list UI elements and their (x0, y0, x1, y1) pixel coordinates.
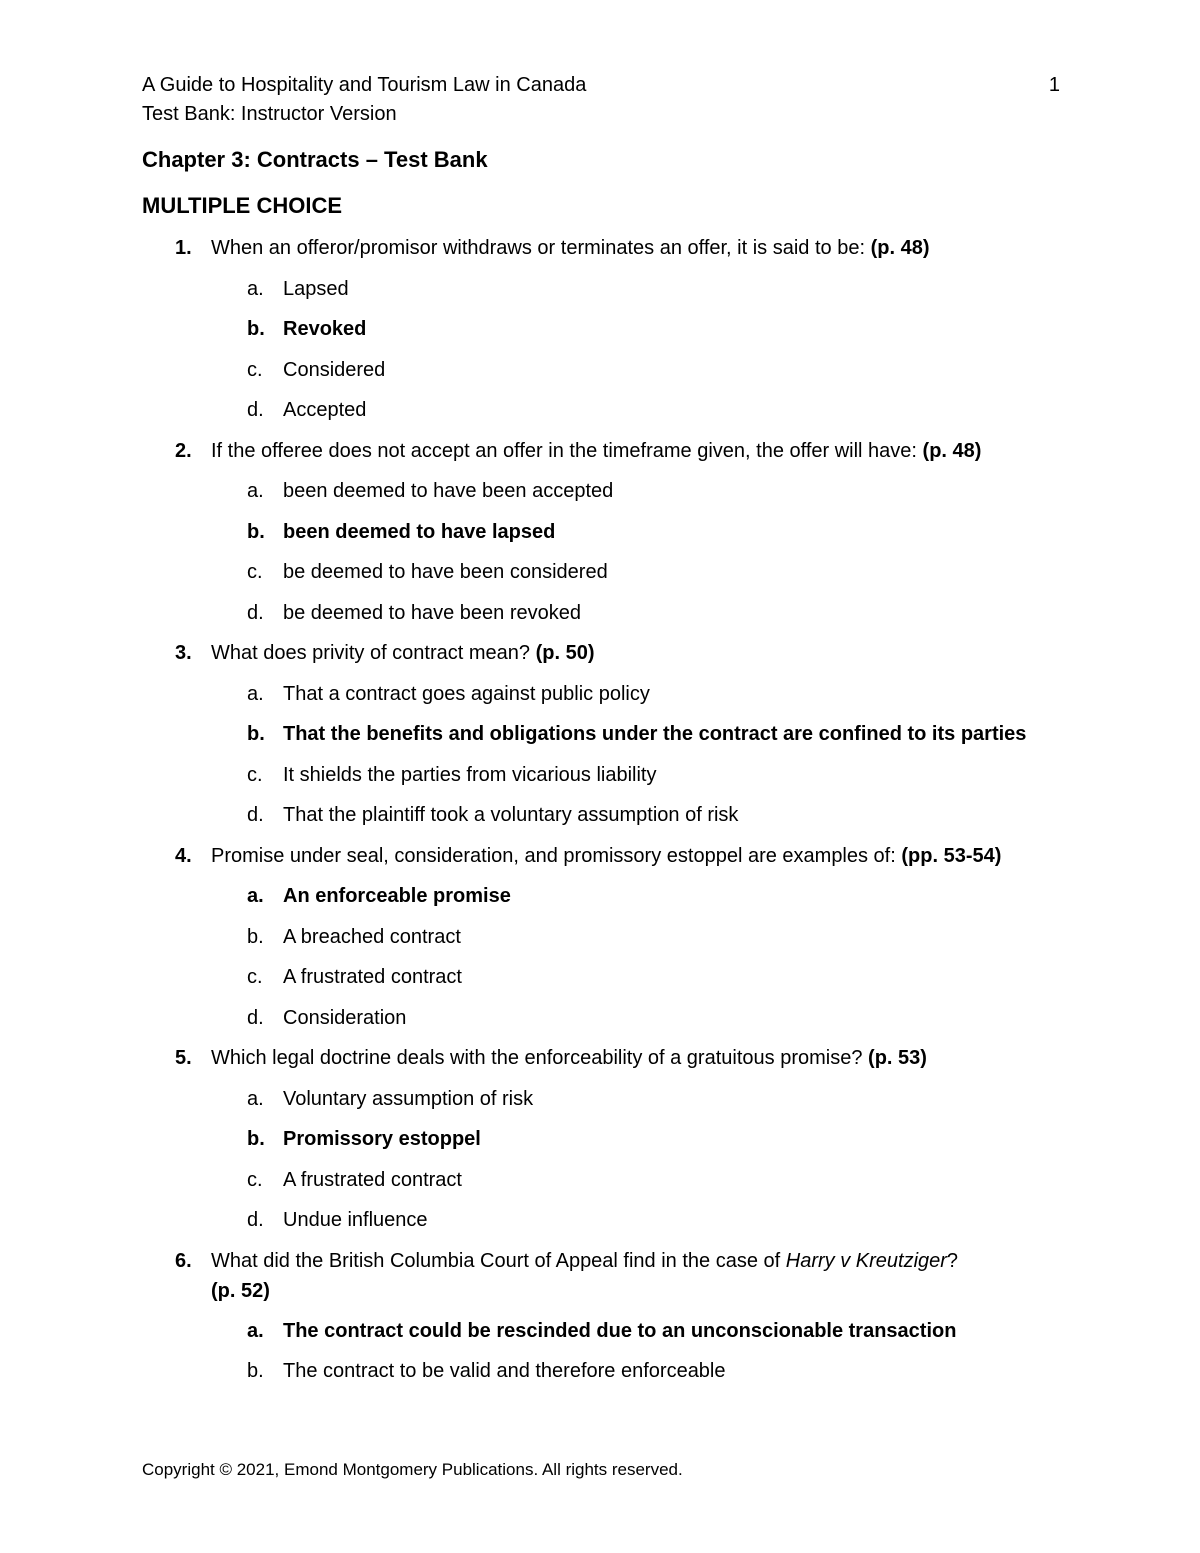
question-number: 3. (175, 642, 192, 664)
option-letter: d. (247, 804, 264, 826)
option-d (0, 1003, 1200, 1044)
option-c (0, 962, 1200, 1003)
option-b (0, 1356, 1200, 1397)
option-c (0, 355, 1200, 396)
question-stem: What did the British Columbia Court of Appeal find in the case of (211, 1249, 781, 1272)
question-text (211, 1043, 1061, 1073)
option-text: been deemed to have lapsed (283, 520, 556, 543)
question-2 (0, 436, 1200, 639)
header-book-title: A Guide to Hospitality and Tourism Law in Canada (142, 74, 587, 96)
option-c (0, 760, 1200, 801)
option-c (0, 557, 1200, 598)
case-name: Harry v Kreutziger (785, 1249, 947, 1272)
question-5 (0, 1043, 1200, 1246)
option-text: The contract could be rescinded due to an unconscionable transaction (283, 1319, 957, 1342)
question-text (211, 1246, 1061, 1276)
page-reference: (pp. 53-54) (901, 844, 1002, 867)
question-number: 1. (175, 237, 192, 259)
option-letter: d. (247, 601, 264, 624)
question-stem: Which legal doctrine deals with the enforceability of a gratuitous promise? (211, 1047, 863, 1069)
option-letter: b. (247, 925, 264, 948)
question-text (211, 638, 1061, 668)
option-a (0, 476, 1200, 517)
question-1 (0, 233, 1200, 436)
option-text: That the benefits and obligations under the contract are confined to its parties (283, 723, 1027, 745)
question-list (0, 233, 1200, 1397)
option-text: An enforceable promise (283, 885, 511, 907)
page-reference: (p. 52) (211, 1279, 270, 1302)
option-text: That the plaintiff took a voluntary assumption of risk (283, 804, 739, 826)
option-text: Considered (283, 358, 386, 381)
option-b (0, 922, 1200, 963)
question-text (211, 841, 1061, 871)
option-text: Lapsed (283, 277, 349, 300)
option-letter: d. (247, 1006, 264, 1029)
page-reference: (p. 48) (922, 439, 982, 462)
option-letter: a. (247, 885, 264, 907)
chapter-title: Chapter 3: Contracts – Test Bank (142, 147, 488, 172)
option-a-correct (0, 1316, 1200, 1357)
question-6 (0, 1246, 1200, 1397)
option-b-correct (0, 1124, 1200, 1165)
option-text: A frustrated contract (283, 1168, 462, 1191)
option-text: be deemed to have been revoked (283, 601, 581, 624)
question-4 (0, 841, 1200, 1044)
option-letter: d. (247, 1209, 264, 1231)
option-text: A breached contract (283, 925, 461, 948)
question-number: 2. (175, 439, 192, 462)
option-b-correct (0, 719, 1200, 760)
option-letter: d. (247, 399, 264, 421)
option-letter: c. (247, 358, 263, 381)
option-letter: b. (247, 1360, 264, 1382)
option-a-correct (0, 881, 1200, 922)
option-text: Promissory estoppel (283, 1128, 481, 1150)
option-text: The contract to be valid and therefore enforceable (283, 1360, 726, 1382)
option-d (0, 800, 1200, 841)
option-d (0, 598, 1200, 639)
option-a (0, 274, 1200, 315)
option-b-correct (0, 314, 1200, 355)
question-stem: If the offeree does not accept an offer in the timeframe given, the offer will have: (211, 439, 917, 462)
option-text: Revoked (283, 318, 367, 340)
question-3 (0, 638, 1200, 841)
option-a (0, 679, 1200, 720)
option-letter: b. (247, 1128, 265, 1150)
question-number: 5. (175, 1047, 192, 1069)
question-stem: What does privity of contract mean? (211, 642, 531, 664)
header-subtitle: Test Bank: Instructor Version (142, 103, 397, 125)
option-c (0, 1165, 1200, 1206)
option-text: been deemed to have been accepted (283, 480, 614, 502)
option-letter: a. (247, 1319, 264, 1342)
option-text: Undue influence (283, 1209, 428, 1231)
option-letter: b. (247, 520, 265, 543)
question-mark: ? (946, 1249, 959, 1272)
page-reference: (p. 48) (870, 237, 930, 259)
question-stem: When an offeror/promisor withdraws or terminates an offer, it is said to be: (211, 237, 866, 259)
question-number: 4. (175, 844, 192, 867)
option-letter: b. (247, 318, 265, 340)
option-letter: b. (247, 723, 265, 745)
copyright-footer: Copyright © 2021, Emond Montgomery Publications. All rights reserved. (142, 1460, 683, 1479)
option-letter: a. (247, 1087, 264, 1110)
option-letter: c. (247, 561, 263, 583)
question-text (211, 233, 1061, 263)
option-letter: c. (247, 1168, 263, 1191)
option-text: be deemed to have been considered (283, 561, 608, 583)
page-number: 1 (1048, 74, 1060, 96)
option-d (0, 395, 1200, 436)
page-reference: (p. 53) (868, 1047, 927, 1069)
question-text (211, 436, 1061, 466)
question-stem: Promise under seal, consideration, and promissory estoppel are examples of: (211, 844, 896, 867)
option-text: Accepted (283, 399, 367, 421)
option-text: Voluntary assumption of risk (283, 1087, 534, 1110)
question-number: 6. (175, 1249, 192, 1272)
option-text: That a contract goes against public policy (283, 682, 650, 705)
option-letter: a. (247, 682, 264, 705)
option-b-correct (0, 517, 1200, 558)
option-a (0, 1084, 1200, 1125)
option-letter: a. (247, 277, 264, 300)
option-text: It shields the parties from vicarious liability (283, 763, 657, 786)
option-text: A frustrated contract (283, 966, 462, 988)
option-letter: c. (247, 966, 263, 988)
section-title: MULTIPLE CHOICE (142, 193, 343, 218)
option-d (0, 1205, 1200, 1246)
option-letter: a. (247, 480, 264, 502)
option-letter: c. (247, 763, 263, 786)
option-text: Consideration (283, 1006, 407, 1029)
page-reference: (p. 50) (535, 642, 595, 664)
